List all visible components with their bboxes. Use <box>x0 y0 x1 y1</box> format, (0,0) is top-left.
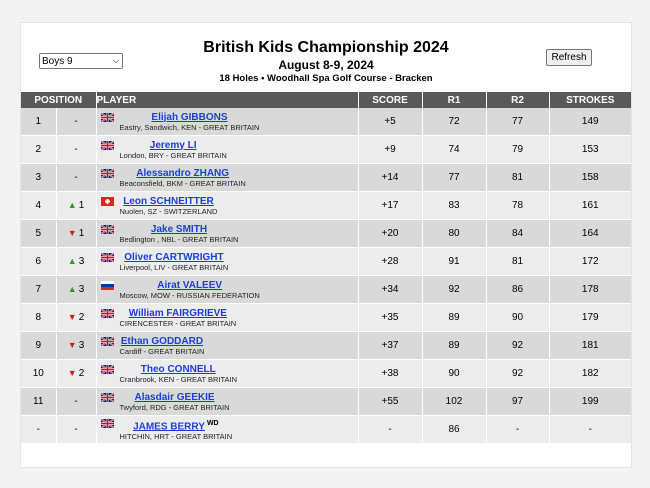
score-cell: +28 <box>358 248 422 276</box>
r1-cell: 90 <box>422 360 486 388</box>
player-name-link[interactable]: Leon SCHNEITTER <box>123 195 214 207</box>
division-select-value: Boys 9 <box>42 55 73 67</box>
score-cell: - <box>358 416 422 444</box>
ru-flag-icon <box>101 281 114 290</box>
position-cell: 8 <box>21 304 56 332</box>
move-amount: 3 <box>78 283 85 295</box>
r2-cell: 81 <box>486 164 549 192</box>
strokes-cell: 178 <box>549 276 631 304</box>
position-move <box>68 340 84 351</box>
table-row <box>21 276 631 304</box>
strokes-cell: 164 <box>549 220 631 248</box>
player-name-link[interactable]: Elijah GIBBONS <box>151 111 228 123</box>
position-move <box>68 368 84 379</box>
player-cell <box>96 220 358 248</box>
col-r1[interactable]: R1 <box>422 92 486 108</box>
gb-flag-icon <box>101 253 114 262</box>
r1-cell: 91 <box>422 248 486 276</box>
arrow-down-icon: ▼ <box>67 368 77 379</box>
position-move: - <box>74 396 78 407</box>
r1-cell: 77 <box>422 164 486 192</box>
player-name-link[interactable]: Jeremy LI <box>149 139 197 151</box>
position-cell: 11 <box>21 388 56 416</box>
position-move: - <box>74 144 78 155</box>
col-r2[interactable]: R2 <box>486 92 549 108</box>
gb-flag-icon <box>101 225 114 234</box>
player-cell <box>96 304 358 332</box>
score-cell: +20 <box>358 220 422 248</box>
r2-cell: 84 <box>486 220 549 248</box>
r2-cell: 92 <box>486 360 549 388</box>
player-cell <box>96 136 358 164</box>
col-position[interactable]: POSITION <box>21 92 96 108</box>
r2-cell: 90 <box>486 304 549 332</box>
move-amount: 3 <box>78 339 85 351</box>
player-cell <box>96 164 358 192</box>
r1-cell: 92 <box>422 276 486 304</box>
leaderboard-page <box>20 22 632 468</box>
player-name-link[interactable]: Oliver CARTWRIGHT <box>124 251 224 263</box>
move-cell <box>56 220 96 248</box>
player-location: Liverpool, LIV - GREAT BRITAIN <box>119 262 229 272</box>
position-cell: 4 <box>21 192 56 220</box>
score-cell: +38 <box>358 360 422 388</box>
withdrawn-badge: WD <box>206 419 219 427</box>
move-cell <box>56 388 96 416</box>
r2-cell: 78 <box>486 192 549 220</box>
strokes-cell: 182 <box>549 360 631 388</box>
player-cell <box>96 388 358 416</box>
position-cell: 3 <box>21 164 56 192</box>
player-cell <box>96 332 358 360</box>
arrow-down-icon: ▼ <box>67 340 77 351</box>
position-cell: 7 <box>21 276 56 304</box>
score-cell: +37 <box>358 332 422 360</box>
table-header-row <box>21 92 631 108</box>
gb-flag-icon <box>101 169 114 178</box>
position-cell: 6 <box>21 248 56 276</box>
position-move <box>68 256 84 267</box>
strokes-cell: - <box>549 416 631 444</box>
r1-cell: 80 <box>422 220 486 248</box>
strokes-cell: 199 <box>549 388 631 416</box>
position-cell: - <box>21 416 56 444</box>
position-move: - <box>74 424 78 435</box>
move-cell <box>56 304 96 332</box>
move-amount: 3 <box>78 255 85 267</box>
r1-cell: 89 <box>422 304 486 332</box>
player-location: Twyford, RDG - GREAT BRITAIN <box>119 402 230 412</box>
strokes-cell: 179 <box>549 304 631 332</box>
score-cell: +35 <box>358 304 422 332</box>
score-cell: +55 <box>358 388 422 416</box>
move-cell <box>56 108 96 136</box>
arrow-down-icon: ▼ <box>67 228 77 239</box>
table-row <box>21 416 631 444</box>
player-cell <box>96 360 358 388</box>
player-name-link[interactable]: Airat VALEEV <box>157 279 223 291</box>
player-name-link[interactable]: Ethan GODDARD <box>120 335 204 347</box>
r2-cell: 92 <box>486 332 549 360</box>
player-cell <box>96 108 358 136</box>
move-amount: 1 <box>78 227 85 239</box>
table-row <box>21 332 631 360</box>
event-title: British Kids Championship 2024 <box>203 39 449 56</box>
gb-flag-icon <box>101 419 114 428</box>
score-cell: +9 <box>358 136 422 164</box>
player-name-link[interactable]: Theo CONNELL <box>140 363 216 375</box>
player-location: HITCHIN, HRT - GREAT BRITAIN <box>119 432 233 442</box>
position-move: - <box>74 172 78 183</box>
position-cell: 9 <box>21 332 56 360</box>
event-dates: August 8-9, 2024 <box>278 58 374 72</box>
move-amount: 2 <box>78 311 85 323</box>
score-cell: +17 <box>358 192 422 220</box>
division-select[interactable] <box>39 53 123 69</box>
position-move <box>68 200 84 211</box>
table-row <box>21 248 631 276</box>
player-location: Nuolen, SZ - SWITZERLAND <box>119 206 218 216</box>
player-name-link[interactable]: Jake SMITH <box>150 223 208 235</box>
leaderboard-table <box>21 92 631 444</box>
player-location: Cranbrook, KEN - GREAT BRITAIN <box>119 374 238 384</box>
table-row <box>21 360 631 388</box>
player-name-link[interactable]: JAMES BERRY <box>133 421 205 433</box>
arrow-up-icon: ▲ <box>67 284 77 295</box>
position-move: - <box>74 116 78 127</box>
player-location: Beaconsfield, BKM - GREAT BRITAIN <box>119 178 246 188</box>
position-cell: 1 <box>21 108 56 136</box>
r1-cell: 86 <box>422 416 486 444</box>
table-row <box>21 108 631 136</box>
score-cell: +34 <box>358 276 422 304</box>
player-location: Cardiff - GREAT BRITAIN <box>119 346 205 356</box>
strokes-cell: 181 <box>549 332 631 360</box>
player-cell <box>96 276 358 304</box>
score-cell: +14 <box>358 164 422 192</box>
table-row <box>21 220 631 248</box>
r1-cell: 89 <box>422 332 486 360</box>
player-cell <box>96 192 358 220</box>
gb-flag-icon <box>101 113 114 122</box>
player-name-link[interactable]: Alasdair GEEKIE <box>134 391 215 403</box>
move-cell <box>56 360 96 388</box>
position-move <box>68 312 84 323</box>
r1-cell: 74 <box>422 136 486 164</box>
player-location: Moscow, MOW - RUSSIAN FEDERATION <box>119 290 260 300</box>
gb-flag-icon <box>101 393 114 402</box>
position-move <box>68 228 84 239</box>
col-strokes[interactable]: STROKES <box>549 92 631 108</box>
table-row <box>21 304 631 332</box>
chevron-down-icon: ⌵ <box>112 56 119 65</box>
move-cell <box>56 416 96 444</box>
player-name-link[interactable]: Alessandro ZHANG <box>136 167 230 179</box>
gb-flag-icon <box>101 309 114 318</box>
strokes-cell: 161 <box>549 192 631 220</box>
leaderboard-rows <box>21 108 631 444</box>
player-cell <box>96 248 358 276</box>
score-cell: +5 <box>358 108 422 136</box>
gb-flag-icon <box>101 337 114 346</box>
col-player[interactable]: PLAYER <box>96 92 358 108</box>
strokes-cell: 172 <box>549 248 631 276</box>
position-cell: 2 <box>21 136 56 164</box>
r1-cell: 102 <box>422 388 486 416</box>
move-amount: 1 <box>78 199 85 211</box>
move-cell <box>56 136 96 164</box>
player-location: Bedlington , NBL - GREAT BRITAIN <box>119 234 239 244</box>
table-row <box>21 388 631 416</box>
strokes-cell: 149 <box>549 108 631 136</box>
r1-cell: 72 <box>422 108 486 136</box>
r2-cell: 79 <box>486 136 549 164</box>
player-location: CIRENCESTER - GREAT BRITAIN <box>119 318 237 328</box>
refresh-button[interactable]: Refresh <box>546 49 592 66</box>
r2-cell: 86 <box>486 276 549 304</box>
event-course: 18 Holes • Woodhall Spa Golf Course - Bracken <box>219 73 433 84</box>
move-cell <box>56 248 96 276</box>
gb-flag-icon <box>101 365 114 374</box>
ch-flag-icon <box>101 197 114 206</box>
table-row <box>21 136 631 164</box>
r2-cell: 97 <box>486 388 549 416</box>
strokes-cell: 158 <box>549 164 631 192</box>
arrow-up-icon: ▲ <box>67 256 77 267</box>
move-amount: 2 <box>78 367 85 379</box>
player-location: London, BRY - GREAT BRITAIN <box>119 150 227 160</box>
move-cell <box>56 276 96 304</box>
r2-cell: 77 <box>486 108 549 136</box>
position-move <box>68 284 84 295</box>
col-score[interactable]: SCORE <box>358 92 422 108</box>
position-cell: 10 <box>21 360 56 388</box>
player-cell <box>96 416 358 444</box>
move-cell <box>56 164 96 192</box>
r1-cell: 83 <box>422 192 486 220</box>
move-cell <box>56 192 96 220</box>
table-row <box>21 192 631 220</box>
player-location: Eastry, Sandwich, KEN - GREAT BRITAIN <box>119 122 260 132</box>
gb-flag-icon <box>101 141 114 150</box>
arrow-down-icon: ▼ <box>67 312 77 323</box>
r2-cell: - <box>486 416 549 444</box>
r2-cell: 81 <box>486 248 549 276</box>
arrow-up-icon: ▲ <box>67 200 77 211</box>
move-cell <box>56 332 96 360</box>
player-name-link[interactable]: William FAIRGRIEVE <box>128 307 227 319</box>
strokes-cell: 153 <box>549 136 631 164</box>
position-cell: 5 <box>21 220 56 248</box>
table-row <box>21 164 631 192</box>
